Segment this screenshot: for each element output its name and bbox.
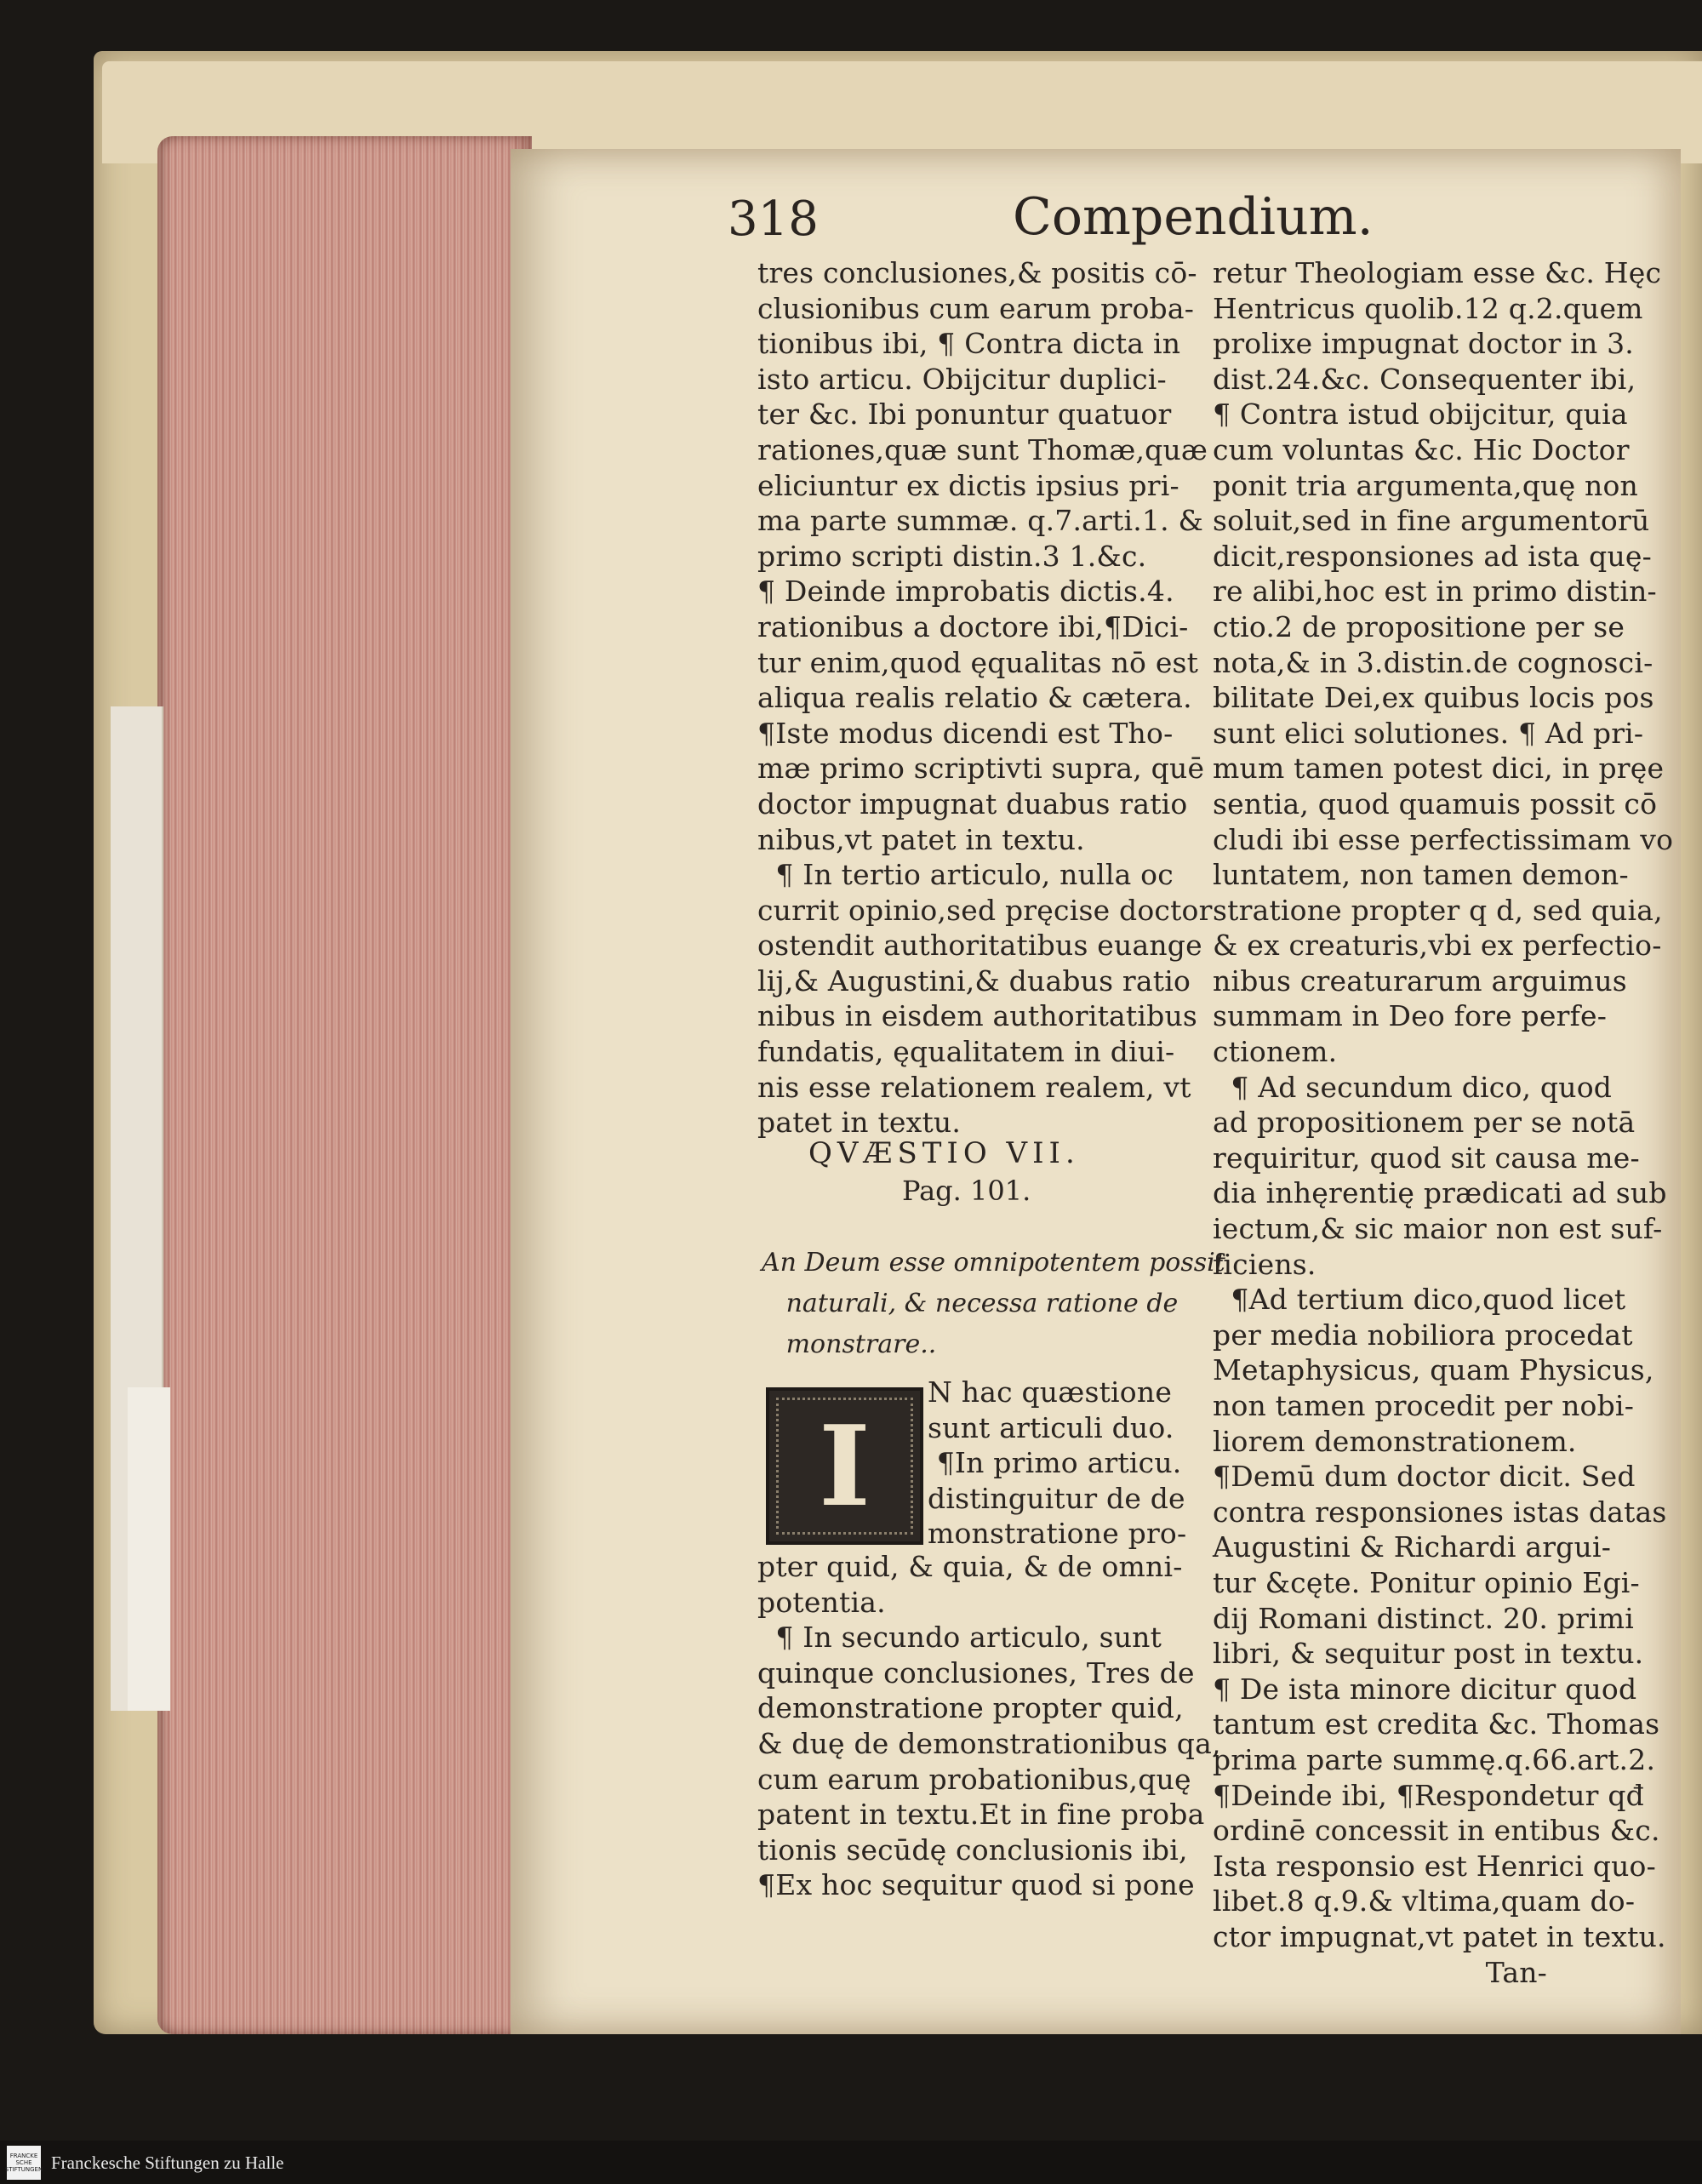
text-line: rationes,quæ sunt Thomæ,quæ bbox=[757, 432, 1208, 466]
text-line: ¶ In secundo articulo, sunt bbox=[757, 1621, 1162, 1655]
text-line: currit opinio,sed pręcise doctor bbox=[757, 893, 1213, 927]
text-line: luntatem, non tamen demon- bbox=[1213, 858, 1629, 892]
text-line: Augustini & Richardi argui- bbox=[1213, 1530, 1612, 1564]
text-line: potentia. bbox=[757, 1585, 886, 1619]
page-number: 318 bbox=[728, 192, 819, 247]
text-line: nis esse relationem realem, vt bbox=[757, 1070, 1191, 1104]
text-line: monstratione pro- bbox=[928, 1517, 1187, 1551]
text-line: cum earum probationibus,quę bbox=[757, 1762, 1191, 1796]
text-line: eliciuntur ex dictis ipsius pri- bbox=[757, 468, 1179, 502]
text-line: retur Theologiam esse &c. Hęc bbox=[1213, 256, 1662, 289]
heading-line: monstrare.. bbox=[762, 1329, 937, 1359]
text-line: dicit,responsiones ad ista quę- bbox=[1213, 539, 1652, 573]
footer-bar bbox=[0, 2141, 1702, 2184]
text-line: libet.8 q.9.& vltima,quam do- bbox=[1213, 1884, 1636, 1918]
text-line: nibus,vt patet in textu. bbox=[757, 822, 1085, 856]
text-line: tionis secūdę conclusionis ibi, bbox=[757, 1832, 1188, 1867]
question-intro-text bbox=[928, 1375, 1186, 1552]
text-line: ponit tria argumenta,quę non bbox=[1213, 468, 1639, 502]
heading-line: An Deum esse omnipotentem possit bbox=[762, 1248, 1225, 1278]
footer-text: Franckesche Stiftungen zu Halle bbox=[51, 2153, 284, 2173]
text-line: aliqua realis relatio & cætera. bbox=[757, 681, 1192, 715]
text-line: stratione propter q d, sed quia, bbox=[1213, 893, 1663, 927]
text-line: clusionibus cum earum proba- bbox=[757, 291, 1195, 325]
question-heading bbox=[762, 1243, 1225, 1365]
text-line: tres conclusiones,& positis cō- bbox=[757, 256, 1197, 289]
text-line: ¶Iste modus dicendi est Tho- bbox=[757, 716, 1174, 750]
text-line: distinguitur de de bbox=[928, 1481, 1185, 1515]
text-line: prima parte summę.q.66.art.2. bbox=[1213, 1742, 1656, 1776]
text-line: sunt elici solutiones. ¶ Ad pri- bbox=[1213, 716, 1644, 750]
text-line: primo scripti distin.3 1.&c. bbox=[757, 539, 1147, 573]
text-line: ctio.2 de propositione per se bbox=[1213, 609, 1625, 643]
text-line: dist.24.&c. Consequenter ibi, bbox=[1213, 362, 1636, 396]
text-line: contra responsiones istas datas bbox=[1213, 1495, 1667, 1529]
text-line: tur enim,quod ęqualitas nō est bbox=[757, 645, 1199, 679]
text-line: doctor impugnat duabus ratio bbox=[757, 786, 1188, 820]
text-line: Hentricus quolib.12 q.2.quem bbox=[1213, 291, 1643, 325]
text-line: ostendit authoritatibus euange bbox=[757, 929, 1202, 963]
text-line: & ex creaturis,vbi ex perfectio- bbox=[1213, 929, 1662, 963]
text-line: ¶ Contra istud obijcitur, quia bbox=[1213, 397, 1628, 432]
text-line: ¶Demū dum doctor dicit. Sed bbox=[1213, 1460, 1636, 1494]
text-line: ctionem. bbox=[1213, 1035, 1338, 1069]
text-line: cludi ibi esse perfectissimam vo bbox=[1213, 822, 1674, 856]
text-line: iectum,& sic maior non est suf- bbox=[1213, 1212, 1663, 1246]
text-line: isto articu. Obijcitur duplici- bbox=[757, 362, 1167, 396]
text-line: libri, & sequitur post in textu. bbox=[1213, 1637, 1644, 1671]
text-line: dij Romani distinct. 20. primi bbox=[1213, 1601, 1635, 1635]
text-line: Metaphysicus, quam Physicus, bbox=[1213, 1353, 1654, 1387]
text-line: ¶Deinde ibi, ¶Respondetur qđ bbox=[1213, 1778, 1644, 1812]
text-line: ordinē concessit in entibus &c. bbox=[1213, 1814, 1660, 1848]
text-line: tantum est credita &c. Thomas bbox=[1213, 1707, 1660, 1741]
text-line: patet in textu. bbox=[757, 1106, 962, 1140]
text-line: liorem demonstrationem. bbox=[1213, 1424, 1577, 1458]
text-line: sentia, quod quamuis possit cō bbox=[1213, 786, 1658, 820]
text-line: ¶In primo articu. bbox=[928, 1446, 1182, 1480]
text-line: Ista responsio est Henrici quo- bbox=[1213, 1849, 1656, 1883]
text-line: nibus creaturarum arguimus bbox=[1213, 963, 1627, 998]
text-line: ctor impugnat,vt patet in textu. bbox=[1213, 1919, 1666, 1953]
text-line: lij,& Augustini,& duabus ratio bbox=[757, 963, 1191, 998]
text-line: ficiens. bbox=[1213, 1247, 1316, 1281]
text-line: ¶ De ista minore dicitur quod bbox=[1213, 1672, 1637, 1706]
text-line: re alibi,hoc est in primo distin- bbox=[1213, 575, 1657, 609]
text-line: quinque conclusiones, Tres de bbox=[757, 1655, 1195, 1689]
text-line: bilitate Dei,ex quibus locis pos bbox=[1213, 681, 1654, 715]
text-line: non tamen procedit per nobi- bbox=[1213, 1389, 1635, 1422]
text-line: rationibus a doctore ibi,¶Dici- bbox=[757, 609, 1189, 643]
text-line: soluit,sed in fine argumentorū bbox=[1213, 504, 1650, 538]
text-line: demonstratione propter quid, bbox=[757, 1691, 1184, 1725]
text-line: fundatis, ęqualitatem in diui- bbox=[757, 1035, 1175, 1069]
text-line: & duę de demonstrationibus qa, bbox=[757, 1726, 1221, 1760]
right-column-text bbox=[1213, 255, 1673, 1990]
text-line: sunt articuli duo. bbox=[928, 1410, 1174, 1444]
text-line: patent in textu.Et in fine proba bbox=[757, 1798, 1205, 1832]
text-line: pter quid, & quia, & de omni- bbox=[757, 1550, 1183, 1583]
text-line: summam in Deo fore perfe- bbox=[1213, 999, 1608, 1033]
text-line: Tan- bbox=[1213, 1955, 1548, 1989]
question-body-text bbox=[757, 1549, 1221, 1903]
running-head: Compendium. bbox=[1013, 187, 1374, 247]
text-line: tionibus ibi, ¶ Contra dicta in bbox=[757, 327, 1181, 361]
text-line: dia inhęrentię prædicati ad sub bbox=[1213, 1176, 1667, 1210]
text-line: ¶Ex hoc sequitur quod si pone bbox=[757, 1868, 1195, 1902]
text-line: ¶ Deinde improbatis dictis.4. bbox=[757, 575, 1174, 609]
text-line: tur &cęte. Ponitur opinio Egi- bbox=[1213, 1565, 1640, 1599]
text-line: N hac quæstione bbox=[928, 1375, 1173, 1409]
heading-line: naturali, & necessa ratione de bbox=[762, 1289, 1179, 1318]
text-line: cum voluntas &c. Hic Doctor bbox=[1213, 432, 1630, 466]
text-line: ter &c. Ibi ponuntur quatuor bbox=[757, 397, 1172, 432]
left-column-text bbox=[757, 255, 1213, 1141]
text-line: requiritur, quod sit causa me- bbox=[1213, 1141, 1640, 1175]
text-line: per media nobiliora procedat bbox=[1213, 1318, 1633, 1352]
text-line: mæ primo scriptivti supra, quē bbox=[757, 752, 1205, 786]
text-line: nota,& in 3.distin.de cognosci- bbox=[1213, 645, 1653, 679]
text-line: ¶ In tertio articulo, nulla oc bbox=[757, 858, 1174, 892]
text-line: mum tamen potest dici, in pręe bbox=[1213, 752, 1665, 786]
question-page-ref: Pag. 101. bbox=[902, 1175, 1031, 1207]
text-line: ¶Ad tertium dico,quod licet bbox=[1213, 1283, 1626, 1317]
library-logo-icon: FRANCKE SCHE STIFTUNGEN bbox=[7, 2146, 41, 2180]
text-line: ma parte summæ. q.7.arti.1. & bbox=[757, 504, 1204, 538]
text-line: nibus in eisdem authoritatibus bbox=[757, 999, 1198, 1033]
paper-slip-inner bbox=[128, 1387, 170, 1711]
text-line: prolixe impugnat doctor in 3. bbox=[1213, 327, 1634, 361]
initial-letter: I bbox=[819, 1401, 871, 1531]
question-title: QVÆSTIO VII. bbox=[808, 1136, 1080, 1170]
decorated-initial bbox=[766, 1387, 923, 1545]
text-line: ad propositionem per se notā bbox=[1213, 1106, 1636, 1140]
page-edges bbox=[157, 136, 532, 2034]
text-line: ¶ Ad secundum dico, quod bbox=[1213, 1070, 1613, 1104]
